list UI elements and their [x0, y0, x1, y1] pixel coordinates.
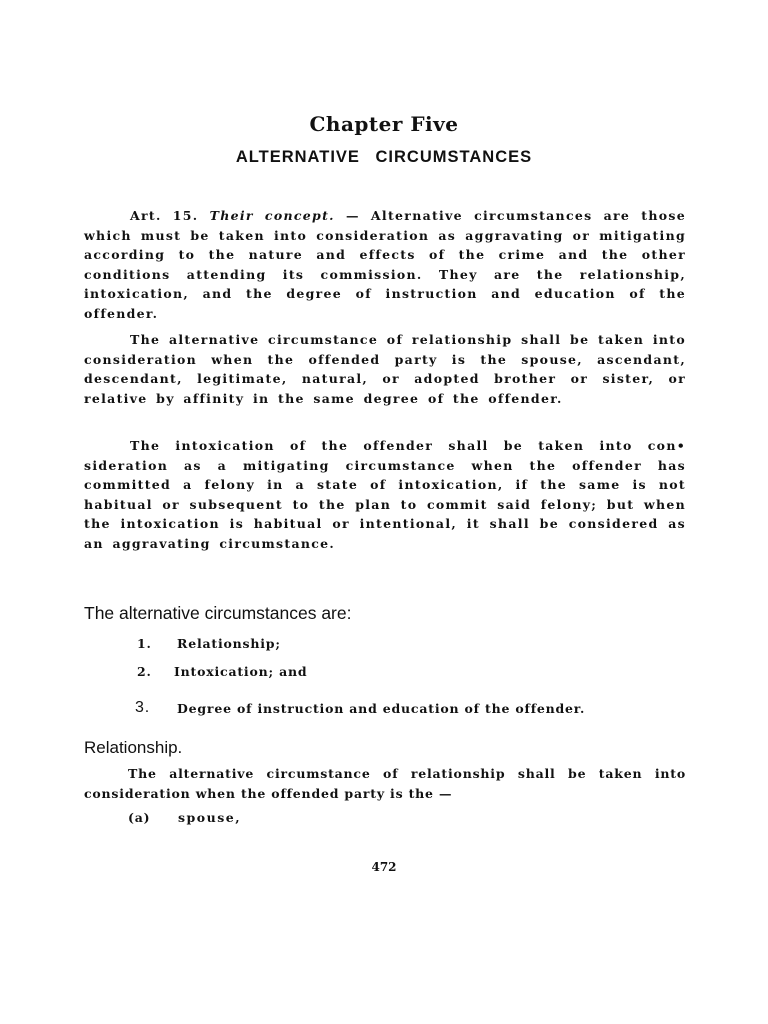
chapter-title: Chapter Five	[309, 112, 459, 136]
paragraph-text: The alternative circumstance of relationship shall be taken into consideration when the offended party is the spouse, ascendant, descendant, legitimate, natural, or adopted brother or sister, or relative by affinity in the same degree of the offender.	[84, 332, 686, 406]
list-number: 1.	[137, 636, 152, 651]
list-number: 2.	[137, 664, 152, 679]
list-text: Degree of instruction and education of the offender.	[177, 701, 586, 716]
article-body: — Alternative circumstances are those which must be taken into consideration as aggravating or mitigating according to the nature and effects of the crime and the other conditions attending its commission. They are the relationship, intoxication, and the degree of instruction and education of the offender.	[84, 208, 686, 321]
relationship-heading: Relationship.	[84, 738, 183, 757]
paragraph-relationship	[84, 330, 686, 408]
paragraph-intoxication	[84, 436, 686, 554]
article-title: Their concept.	[209, 208, 335, 223]
article-paragraph	[84, 206, 686, 324]
page-number: 472	[371, 860, 397, 874]
paragraph-text: The intoxication of the offender shall be taken into con• sideration as a mitigating circumstance when the offender has committed a felony in a state of intoxication, if the same is not habitual or subsequent to the plan to commit said felony; but when the intoxication is habitual or intentional, it shall be considered as an aggravating circumstance.	[84, 438, 686, 551]
relationship-paragraph	[84, 764, 686, 803]
list-text: Relationship;	[177, 636, 281, 651]
paragraph-text: The alternative circumstance of relationship shall be taken into consideration when the offended party is the —	[84, 766, 686, 801]
list-letter: (a)	[128, 810, 151, 825]
list-text: Intoxication; and	[174, 664, 308, 679]
alternatives-heading: The alternative circumstances are:	[84, 603, 352, 623]
chapter-subtitle: ALTERNATIVE CIRCUMSTANCES	[235, 148, 533, 166]
list-number: 3.	[135, 699, 150, 716]
list-text: spouse,	[178, 810, 242, 825]
article-label: Art. 15.	[130, 208, 199, 223]
